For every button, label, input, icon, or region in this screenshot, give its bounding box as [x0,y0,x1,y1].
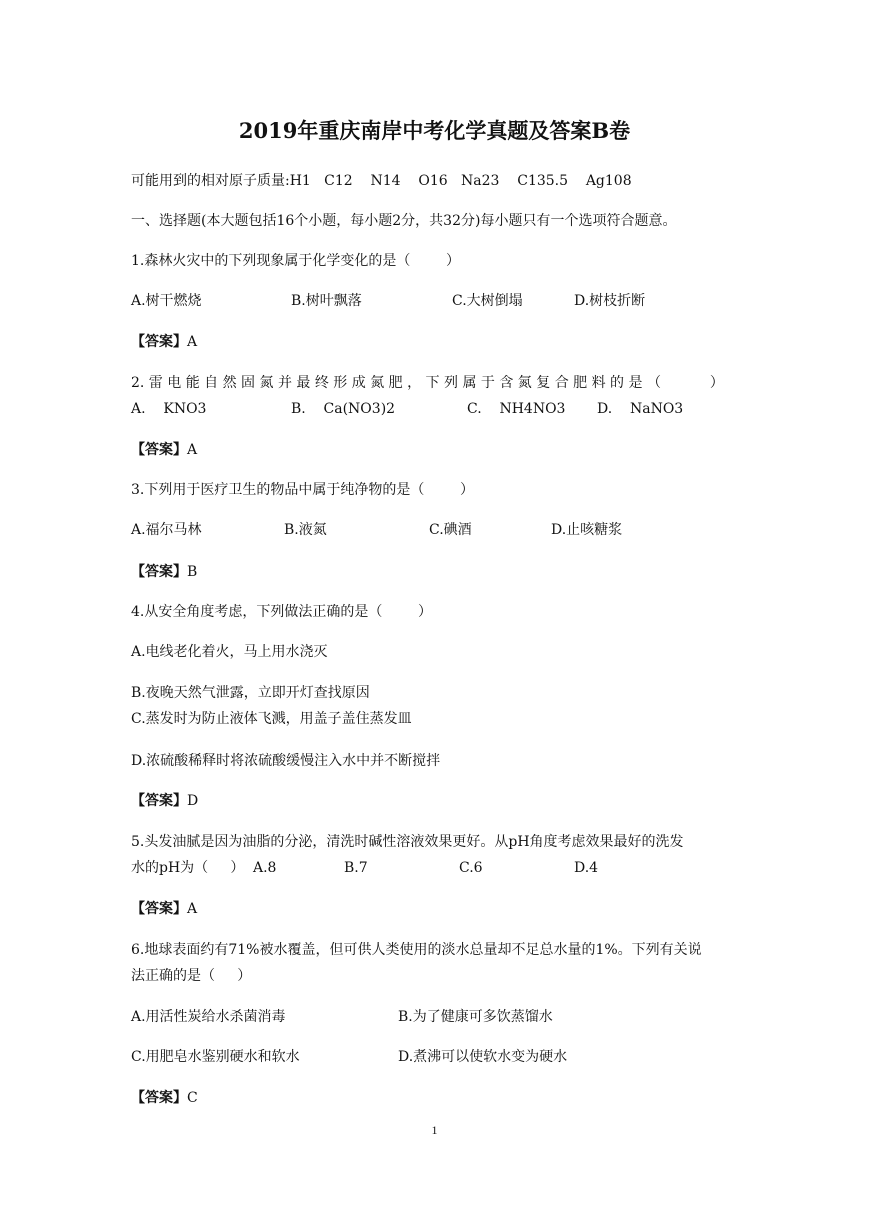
answer-value: C [187,1090,198,1106]
answer-prefix: 【答案】 [131,1090,187,1106]
question-3-answer [131,563,197,581]
answer-prefix: 【答案】 [131,442,187,458]
question-3-option-a: A.福尔马林 [131,522,202,538]
question-3-option-b: B.液氮 [284,522,327,538]
question-5-option-d: D.4 [574,860,599,876]
question-2-option-b: B. Ca(NO3)2 [291,401,396,417]
question-6-option-d: D.煮沸可以使软水变为硬水 [398,1049,568,1065]
question-5-stem-line-1: 5.头发油腻是因为油脂的分泌，清洗时碱性溶液效果更好。从pH角度考虑效果最好的洗发 [131,834,684,850]
question-3-stem: 3.下列用于医疗卫生的物品中属于纯净物的是（ ） [131,482,474,498]
answer-value: D [187,793,199,809]
question-1-option-b: B.树叶飘落 [291,293,362,309]
question-6-option-b: B.为了健康可多饮蒸馏水 [398,1009,553,1025]
question-2-answer [131,441,197,459]
question-5-option-b: B.7 [344,860,368,876]
question-5-answer [131,900,197,918]
question-3-option-d: D.止咳糖浆 [551,522,623,538]
question-2-option-a: A. KNO3 [131,401,207,417]
question-5-option-c: C.6 [459,860,483,876]
atomic-masses-line: 可能用到的相对原子质量:H1 C12 N14 O16 Na23 C135.5 Ag108 [131,173,632,189]
question-2-option-c: C. NH4NO3 [467,401,566,417]
question-6-answer [131,1089,198,1107]
question-4-answer [131,792,198,810]
question-6-option-a: A.用活性炭给水杀菌消毒 [131,1009,286,1025]
question-1-option-a: A.树干燃烧 [131,293,202,309]
answer-value: A [187,442,198,458]
question-4-option-c: C.蒸发时为防止液体飞溅，用盖子盖住蒸发皿 [131,711,412,727]
section-heading: 一、选择题(本大题包括16个小题，每小题2分，共32分)每小题只有一个选项符合题意。 [131,213,677,229]
question-1-option-c: C.大树倒塌 [452,293,523,309]
question-2-stem: 2. 雷 电 能 自 然 固 氮 并 最 终 形 成 氮 肥 ， 下 列 属 于 含 氮 复 合 肥 料 的 是 （ ） [131,375,724,391]
question-1-option-d: D.树枝折断 [574,293,646,309]
question-1-stem: 1.森林火灾中的下列现象属于化学变化的是（ ） [131,253,460,269]
question-4-option-a: A.电线老化着火，马上用水浇灭 [131,644,328,660]
page-number: 1 [431,1123,438,1137]
question-5-stem-line-2: 水的pH为（ ） [131,860,245,876]
question-4-stem: 4.从安全角度考虑，下列做法正确的是（ ） [131,604,432,620]
question-6-stem-line-1: 6.地球表面约有71%被水覆盖，但可供人类使用的淡水总量却不足总水量的1%。下列有关说 [131,942,702,958]
question-4-option-d: D.浓硫酸稀释时将浓硫酸缓慢注入水中并不断搅拌 [131,753,441,769]
question-5-option-a: A.8 [253,860,277,876]
answer-prefix: 【答案】 [131,901,187,917]
answer-prefix: 【答案】 [131,793,187,809]
question-6-option-c: C.用肥皂水鉴别硬水和软水 [131,1049,300,1065]
answer-prefix: 【答案】 [131,564,187,580]
question-4-option-b: B.夜晚天然气泄露，立即开灯查找原因 [131,685,370,701]
answer-prefix: 【答案】 [131,334,187,350]
question-2-option-d: D. NaNO3 [597,401,684,417]
question-6-stem-line-2: 法正确的是（ ） [131,968,252,984]
question-3-option-c: C.碘酒 [429,522,472,538]
answer-value: A [187,334,198,350]
question-1-answer [131,333,197,351]
answer-value: B [187,564,198,580]
document-title: 2019年重庆南岸中考化学真题及答案B卷 [238,118,631,143]
answer-value: A [187,901,198,917]
